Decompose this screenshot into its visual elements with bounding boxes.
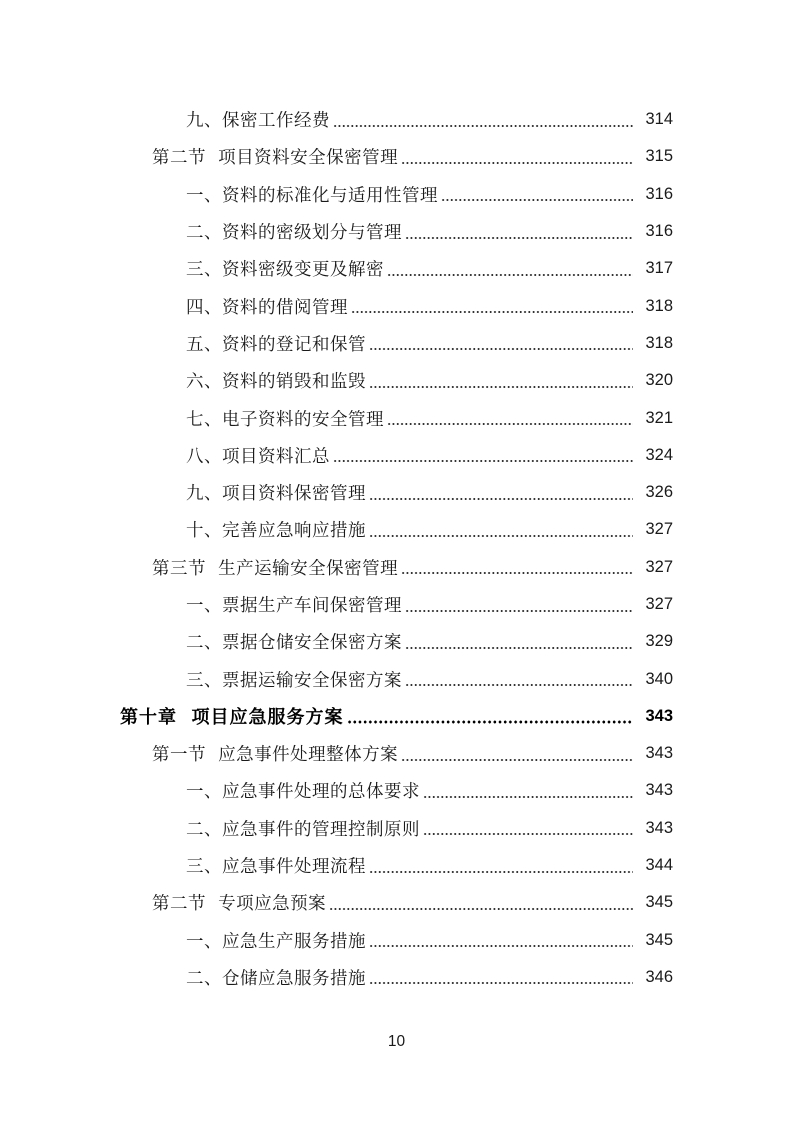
toc-entry-title: 第一节 应急事件处理整体方案: [152, 745, 399, 766]
toc-entry-chapter[interactable]: [0, 698, 793, 735]
toc-dot-leader: [387, 408, 633, 428]
toc-entry[interactable]: [0, 772, 793, 809]
toc-dot-leader: [369, 856, 633, 876]
toc-entry[interactable]: [0, 362, 793, 399]
toc-dot-leader: [405, 222, 633, 242]
toc-entry-title: 十、完善应急响应措施: [186, 521, 366, 542]
toc-dot-leader: [423, 818, 633, 838]
toc-entry-title: 八、项目资料汇总: [186, 446, 330, 467]
toc-entry-page: 316: [645, 222, 673, 241]
toc-entry-title: 一、应急事件处理的总体要求: [186, 782, 420, 803]
table-of-contents: [0, 101, 793, 996]
toc-entry-page: 314: [645, 110, 673, 129]
toc-entry-page: 344: [645, 856, 673, 875]
toc-dot-leader: [405, 632, 633, 652]
toc-entry-title: 九、项目资料保密管理: [186, 484, 366, 505]
toc-entry-page: 345: [645, 930, 673, 949]
toc-entry[interactable]: [0, 399, 793, 436]
toc-dot-leader: [441, 184, 633, 204]
toc-entry[interactable]: [0, 847, 793, 884]
toc-dot-leader: [369, 371, 633, 391]
toc-entry-title: 第三节 生产运输安全保密管理: [152, 558, 399, 579]
toc-dot-leader: [369, 333, 633, 353]
toc-entry-page: 321: [645, 408, 673, 427]
toc-dot-leader: [333, 445, 633, 465]
toc-entry-title: 七、电子资料的安全管理: [186, 409, 384, 430]
toc-entry[interactable]: [0, 511, 793, 548]
toc-entry[interactable]: [0, 250, 793, 287]
toc-entry-page: 324: [645, 445, 673, 464]
toc-entry-title: 二、资料的密级划分与管理: [186, 223, 402, 244]
toc-entry-title: 一、资料的标准化与适用性管理: [186, 185, 438, 206]
toc-dot-leader: [369, 520, 633, 540]
toc-entry[interactable]: [0, 922, 793, 959]
toc-entry-page: 318: [645, 296, 673, 315]
toc-dot-leader: [329, 893, 633, 913]
toc-entry[interactable]: [0, 176, 793, 213]
toc-dot-leader: [405, 595, 633, 615]
toc-dot-leader: [369, 483, 633, 503]
toc-dot-leader: [401, 147, 633, 167]
toc-entry-page: 326: [645, 483, 673, 502]
toc-entry-page: 327: [645, 520, 673, 539]
toc-entry-page: 343: [645, 706, 673, 725]
toc-entry[interactable]: [0, 623, 793, 660]
toc-entry-page: 320: [645, 371, 673, 390]
toc-entry-title: 六、资料的销毁和监毁: [186, 372, 366, 393]
toc-entry[interactable]: [0, 884, 793, 921]
toc-entry-page: 315: [645, 147, 673, 166]
toc-dot-leader: [405, 669, 633, 689]
toc-entry-page: 318: [645, 333, 673, 352]
toc-entry[interactable]: [0, 660, 793, 697]
toc-entry[interactable]: [0, 810, 793, 847]
toc-entry-title: 一、应急生产服务措施: [186, 931, 366, 952]
toc-entry-page: 345: [645, 893, 673, 912]
toc-entry[interactable]: [0, 586, 793, 623]
toc-entry[interactable]: [0, 101, 793, 138]
toc-entry-page: 317: [645, 259, 673, 278]
toc-entry-title: 第二节 专项应急预案: [152, 894, 327, 915]
toc-entry[interactable]: [0, 213, 793, 250]
toc-entry-page: 343: [645, 744, 673, 763]
toc-entry-page: 329: [645, 632, 673, 651]
toc-entry-title: 三、票据运输安全保密方案: [186, 670, 402, 691]
toc-entry-page: 327: [645, 557, 673, 576]
toc-entry-title: 三、资料密级变更及解密: [186, 260, 384, 281]
toc-entry-title: 三、应急事件处理流程: [186, 857, 366, 878]
toc-entry-title: 一、票据生产车间保密管理: [186, 596, 402, 616]
toc-dot-leader: [401, 557, 633, 577]
toc-entry[interactable]: [0, 959, 793, 996]
toc-entry[interactable]: [0, 549, 793, 586]
toc-entry-title: 四、资料的借阅管理: [186, 297, 348, 318]
toc-dot-leader: [351, 296, 633, 316]
toc-entry-title: 五、资料的登记和保管: [186, 334, 366, 355]
toc-entry-page: 327: [645, 595, 673, 613]
toc-entry-page: 340: [645, 669, 673, 688]
toc-entry-title: 二、仓储应急服务措施: [186, 968, 366, 989]
toc-dot-leader: [387, 259, 633, 279]
toc-dot-leader: [369, 967, 633, 987]
toc-entry[interactable]: [0, 325, 793, 362]
toc-entry-title: 二、应急事件的管理控制原则: [186, 819, 420, 840]
toc-entry[interactable]: [0, 474, 793, 511]
toc-entry-title: 第十章 项目应急服务方案: [120, 707, 344, 729]
toc-dot-leader: [423, 781, 633, 801]
page-number: 10: [387, 1033, 406, 1050]
toc-entry[interactable]: [0, 287, 793, 324]
toc-entry[interactable]: [0, 735, 793, 772]
toc-entry-title: 九、保密工作经费: [186, 111, 330, 132]
toc-entry-page: 346: [645, 967, 673, 986]
toc-entry[interactable]: [0, 437, 793, 474]
toc-entry[interactable]: [0, 138, 793, 175]
toc-dot-leader: [333, 110, 633, 130]
toc-dot-leader: [369, 930, 633, 950]
toc-dot-leader: [347, 706, 633, 726]
toc-entry-title: 第二节 项目资料安全保密管理: [152, 148, 399, 169]
toc-entry-title: 二、票据仓储安全保密方案: [186, 633, 402, 654]
toc-entry-page: 343: [645, 781, 673, 800]
toc-entry-page: 316: [645, 184, 673, 203]
toc-entry-page: 343: [645, 818, 673, 837]
toc-dot-leader: [401, 744, 633, 764]
